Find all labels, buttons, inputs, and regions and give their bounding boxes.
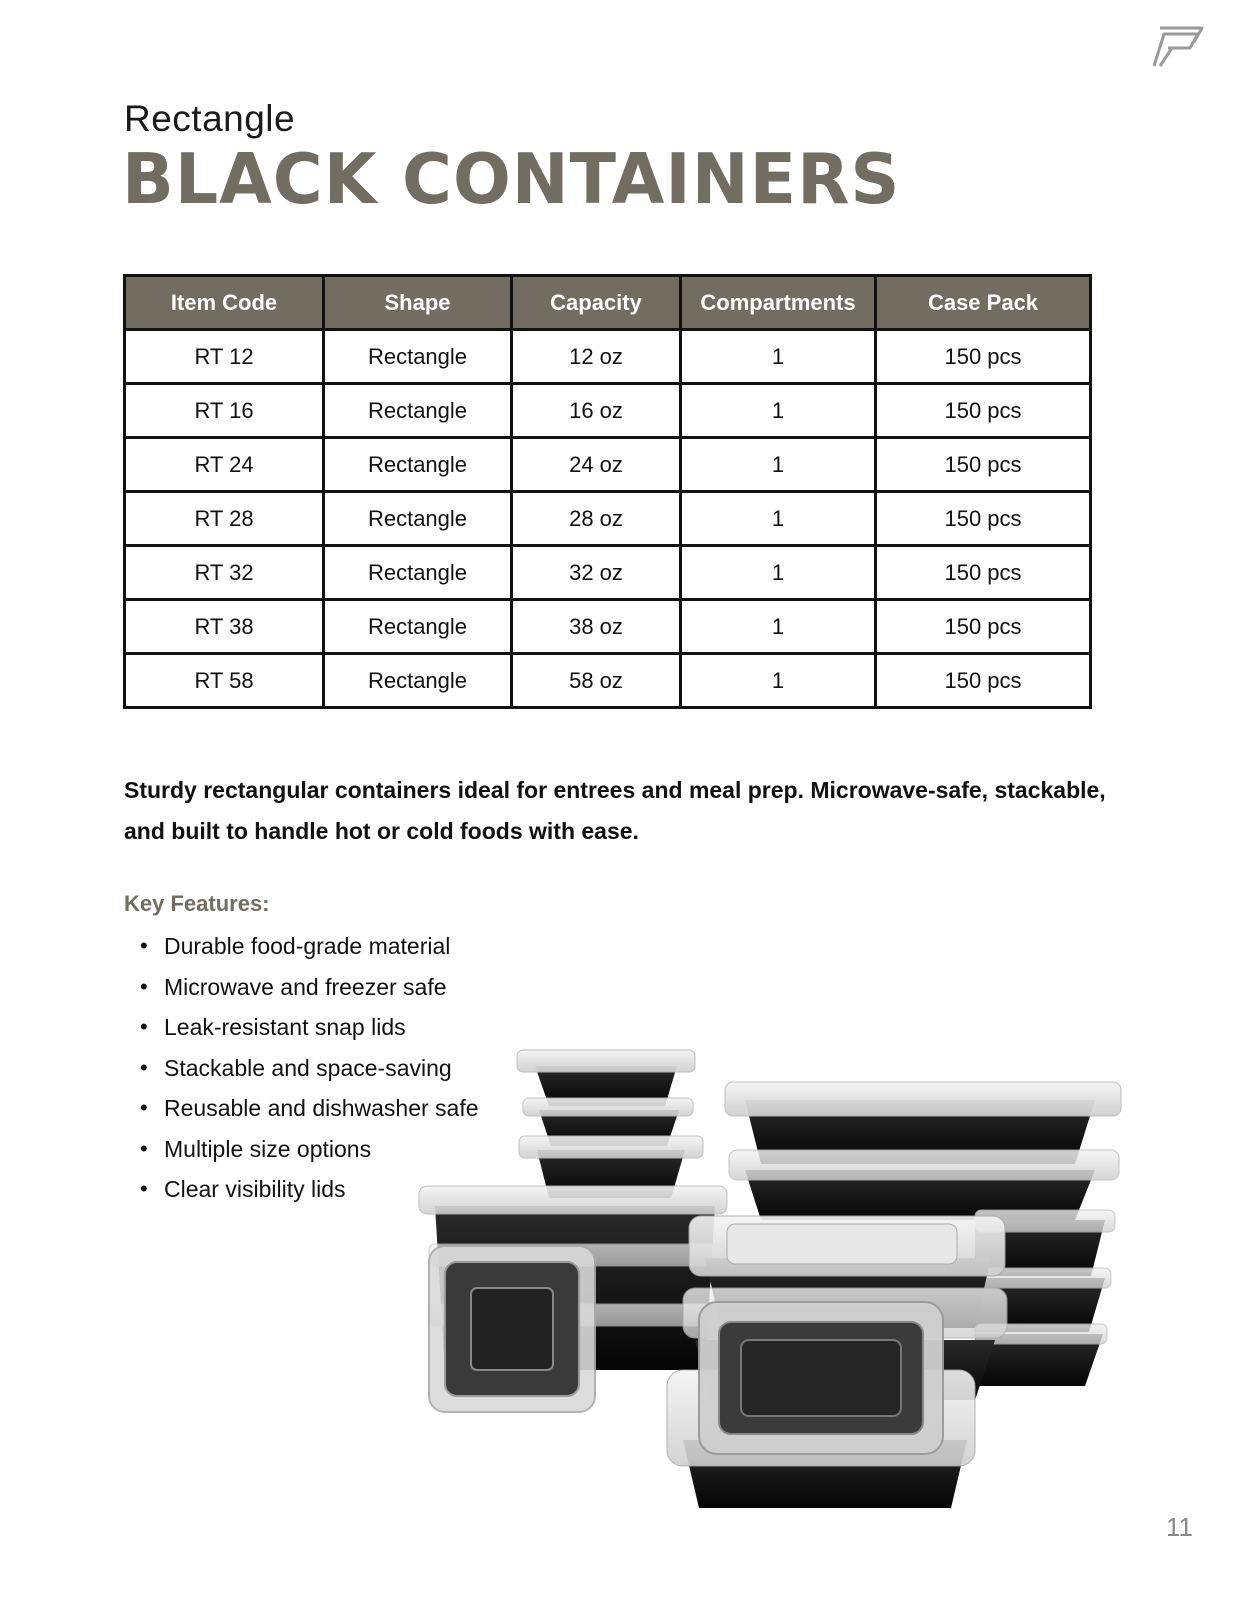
feature-item: • Stackable and space-saving xyxy=(124,1048,479,1089)
cell-case-pack: 150 pcs xyxy=(876,654,1091,708)
cell-case-pack: 150 pcs xyxy=(876,330,1091,384)
cell-capacity: 58 oz xyxy=(512,654,681,708)
cell-capacity: 12 oz xyxy=(512,330,681,384)
cell-compartments: 1 xyxy=(681,654,876,708)
cell-item-code: RT 12 xyxy=(125,330,324,384)
cell-capacity: 24 oz xyxy=(512,438,681,492)
cell-capacity: 16 oz xyxy=(512,384,681,438)
features-title: Key Features: xyxy=(124,891,270,916)
description: Sturdy rectangular containers ideal for entrees and meal prep. Microwave-safe, stackable, and built to handle hot or cold foods with ease. xyxy=(124,777,1106,844)
cell-compartments: 1 xyxy=(681,492,876,546)
feature-item: • Durable food-grade material xyxy=(124,926,479,967)
page-subtitle: Rectangle xyxy=(124,98,296,139)
table-row xyxy=(125,492,1091,546)
cell-case-pack: 150 pcs xyxy=(876,600,1091,654)
cell-shape: Rectangle xyxy=(324,546,512,600)
cell-case-pack: 150 pcs xyxy=(876,438,1091,492)
cell-shape: Rectangle xyxy=(324,438,512,492)
cell-shape: Rectangle xyxy=(324,384,512,438)
cell-case-pack: 150 pcs xyxy=(876,546,1091,600)
cell-compartments: 1 xyxy=(681,546,876,600)
feature-item: • Multiple size options xyxy=(124,1129,479,1170)
cell-capacity: 28 oz xyxy=(512,492,681,546)
product-photo-containers xyxy=(415,1040,1135,1520)
table-row xyxy=(125,384,1091,438)
cell-item-code: RT 16 xyxy=(125,384,324,438)
page-title: BLACK CONTAINERS xyxy=(122,140,901,221)
cell-shape: Rectangle xyxy=(324,330,512,384)
col-header-capacity: Capacity xyxy=(512,276,681,330)
page-number: 11 xyxy=(1166,1512,1193,1542)
cell-capacity: 38 oz xyxy=(512,600,681,654)
cell-item-code: RT 28 xyxy=(125,492,324,546)
feature-item: • Clear visibility lids xyxy=(124,1169,479,1210)
col-header-shape: Shape xyxy=(324,276,512,330)
col-header-case-pack: Case Pack xyxy=(876,276,1091,330)
cell-item-code: RT 38 xyxy=(125,600,324,654)
cell-item-code: RT 58 xyxy=(125,654,324,708)
feature-item: • Reusable and dishwasher safe xyxy=(124,1088,479,1129)
cell-case-pack: 150 pcs xyxy=(876,492,1091,546)
cell-item-code: RT 24 xyxy=(125,438,324,492)
feature-item: • Microwave and freezer safe xyxy=(124,967,479,1008)
feature-item: • Leak-resistant snap lids xyxy=(124,1007,479,1048)
table-header-row xyxy=(125,276,1091,330)
col-header-compartments: Compartments xyxy=(681,276,876,330)
spec-table xyxy=(123,274,1092,709)
cell-case-pack: 150 pcs xyxy=(876,384,1091,438)
cell-compartments: 1 xyxy=(681,438,876,492)
cell-capacity: 32 oz xyxy=(512,546,681,600)
cell-compartments: 1 xyxy=(681,330,876,384)
cell-compartments: 1 xyxy=(681,384,876,438)
table-row xyxy=(125,654,1091,708)
cell-compartments: 1 xyxy=(681,600,876,654)
table-row xyxy=(125,600,1091,654)
cell-shape: Rectangle xyxy=(324,600,512,654)
table-row xyxy=(125,546,1091,600)
cell-shape: Rectangle xyxy=(324,492,512,546)
table-row xyxy=(125,330,1091,384)
table-row xyxy=(125,438,1091,492)
cell-item-code: RT 32 xyxy=(125,546,324,600)
col-header-item-code: Item Code xyxy=(125,276,324,330)
cell-shape: Rectangle xyxy=(324,654,512,708)
brand-logo-icon xyxy=(1150,18,1208,70)
